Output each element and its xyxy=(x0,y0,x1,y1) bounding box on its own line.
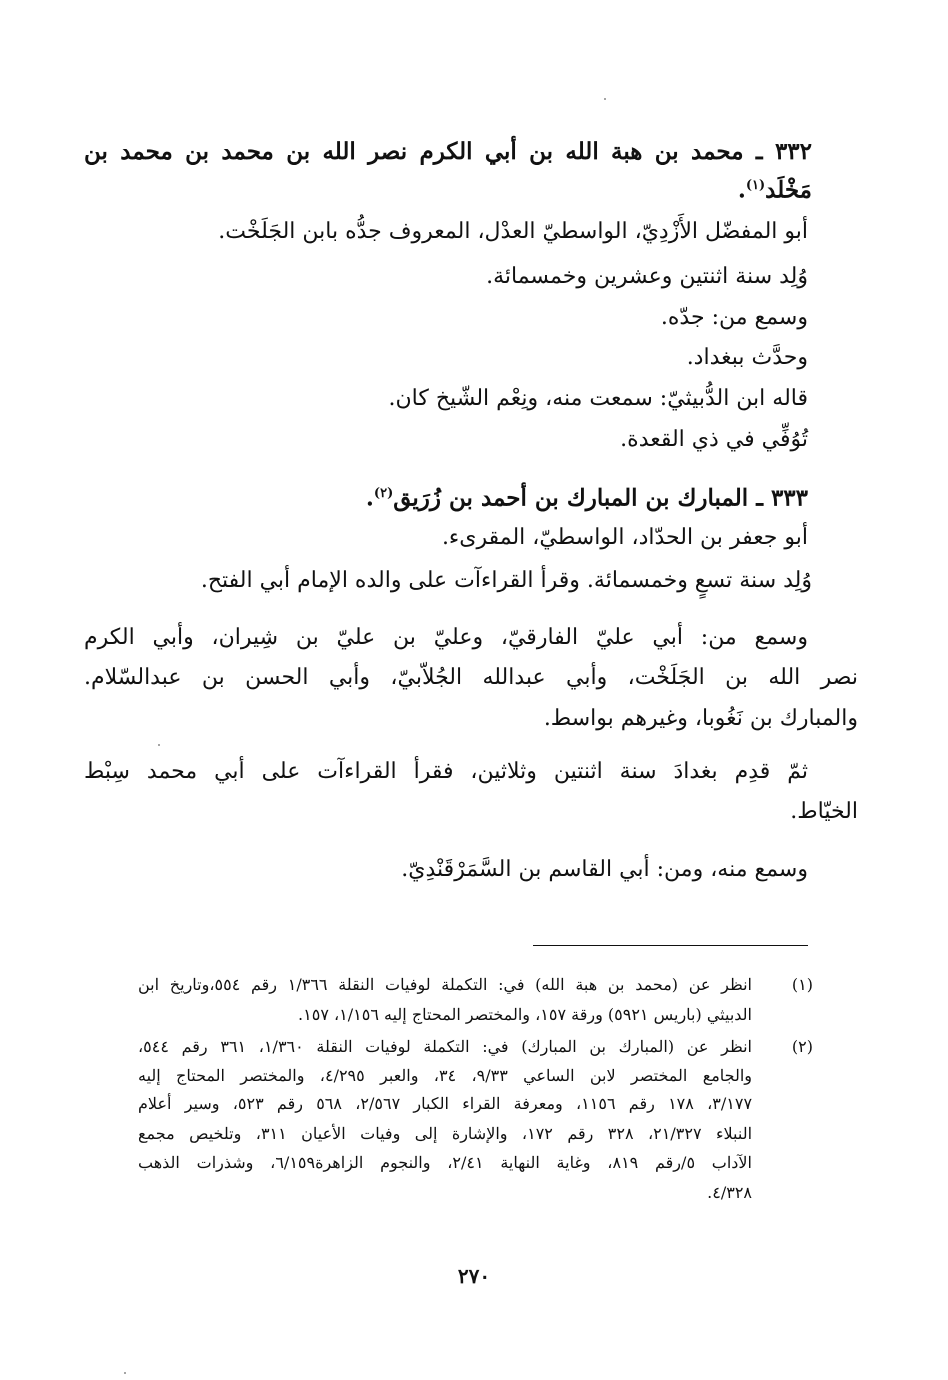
footnote-line: ٤/٣٢٨. xyxy=(707,1183,752,1202)
footnote-number: (٢) xyxy=(791,1037,813,1056)
entry-332-line: قاله ابن الدُّبيثيّ: سمعت منه، ونِعْم الشّيخ كان. xyxy=(388,386,808,411)
page-number: ٢٧٠ xyxy=(457,1264,491,1288)
entry-333-heading-text: ٣٣٣ ـ المبارك بن المبارك بن أحمد بن زُرَيق xyxy=(393,484,808,512)
entry-333-line: الخيّاط. xyxy=(790,799,858,824)
entry-332-line: وُلِد سنة اثنتين وعشرين وخمسمائة. xyxy=(486,264,808,289)
entry-332-line: تُوُفِّي في ذي القعدة. xyxy=(620,427,808,452)
entry-333-line: وُلِد سنة تسعٍ وخمسمائة. وقرأ القراءآت على والده الإمام أبي الفتح. xyxy=(200,568,812,593)
entry-333-line: أبو جعفر بن الحدّاد، الواسطيّ، المقرىء. xyxy=(441,525,808,550)
footnote-ref-1: (١) xyxy=(745,178,766,193)
entry-333-line: ثمّ قدِم بغدادَ سنة اثنتين وثلاثين، فقرأ القراءآت على أبي محمد سِبْط xyxy=(84,759,808,784)
entry-332-line: أبو المفضّل الأَزْدِيّ، الواسطيّ العدْل، المعروف جدُّه بابن الجَلَخْت. xyxy=(218,219,808,244)
entry-332-line: وحدَّث ببغداد. xyxy=(686,345,808,370)
scan-speck xyxy=(124,1372,126,1374)
scan-speck xyxy=(604,98,606,100)
entry-332-heading-line1: ٣٣٢ ـ محمد بن هبة الله بن أبي الكرم نصر الله بن محمد بن محمد بن xyxy=(84,138,812,165)
footnote-number: (١) xyxy=(791,975,813,994)
footnote-line: انظر عن (المبارك بن المبارك) في: التكملة لوفيات النقلة ١/٣٦٠، ٣٦١ رقم ٥٤٤، xyxy=(138,1037,753,1056)
footnote-line: الآداب ٥/رقم ٨١٩، وغاية النهاية ٢/٤١، والنجوم الزاهرة٦/١٥٩، وشذرات الذهب xyxy=(138,1153,752,1172)
entry-332-heading-line2: مَخْلَد xyxy=(765,176,812,204)
footnote-line: الدبيثي (باريس ٥٩٢١) ورقة ١٥٧، والمختصر المحتاج إليه ١/١٥٦، ١٥٧. xyxy=(298,1005,752,1024)
footnote-line: النبلاء ٢١/٣٢٧، ٣٢٨ رقم ١٧٢، والإشارة إلى وفيات الأعيان ٣١١، وتلخيص مجمع xyxy=(138,1124,753,1143)
footnote-line: والجامع المختصر لابن الساعي ٩/٣٣، ٣٤، والعبر ٤/٢٩٥، والمختصر المحتاج إليه xyxy=(138,1066,753,1085)
entry-333-heading-end: . xyxy=(365,484,374,512)
entry-333-heading xyxy=(0,478,808,515)
footnote-line: ٣/١٧٧، ١٧٨ رقم ١١٥٦، ومعرفة القراء الكبار ٢/٥٦٧، ٥٦٨ رقم ٥٢٣، وسير أعلام xyxy=(138,1094,753,1113)
entry-332-heading-cont xyxy=(84,170,812,207)
footnote-line: انظر عن (محمد بن هبة الله) في: التكملة لوفيات النقلة ١/٣٦٦ رقم ٥٥٤،وتاريخ ابن xyxy=(138,975,752,994)
footnote-separator xyxy=(533,945,808,946)
scan-speck xyxy=(158,744,160,746)
entry-333-line: نصر الله بن الجَلَخْت، وأبي عبدالله الجُلاّبيّ، وأبي الحسن بن عبدالسّلام. xyxy=(84,665,858,690)
entry-332-line: وسمع من: جدّه. xyxy=(660,305,808,330)
entry-333-line: والمبارك بن نَغُوبا، وغيرهم بواسط. xyxy=(543,706,858,731)
entry-332-heading xyxy=(84,136,812,168)
entry-333-line: وسمع من: أبي عليّ الفارقيّ، وعليّ بن عليّ بن شِيران، وأبي الكرم xyxy=(84,625,808,650)
footnote-ref-2: (٢) xyxy=(373,486,394,501)
entry-332-heading-end: . xyxy=(737,176,746,204)
entry-333-line: وسمع منه، ومن: أبي القاسم بن السَّمَرْقَنْدِيّ. xyxy=(401,857,808,882)
